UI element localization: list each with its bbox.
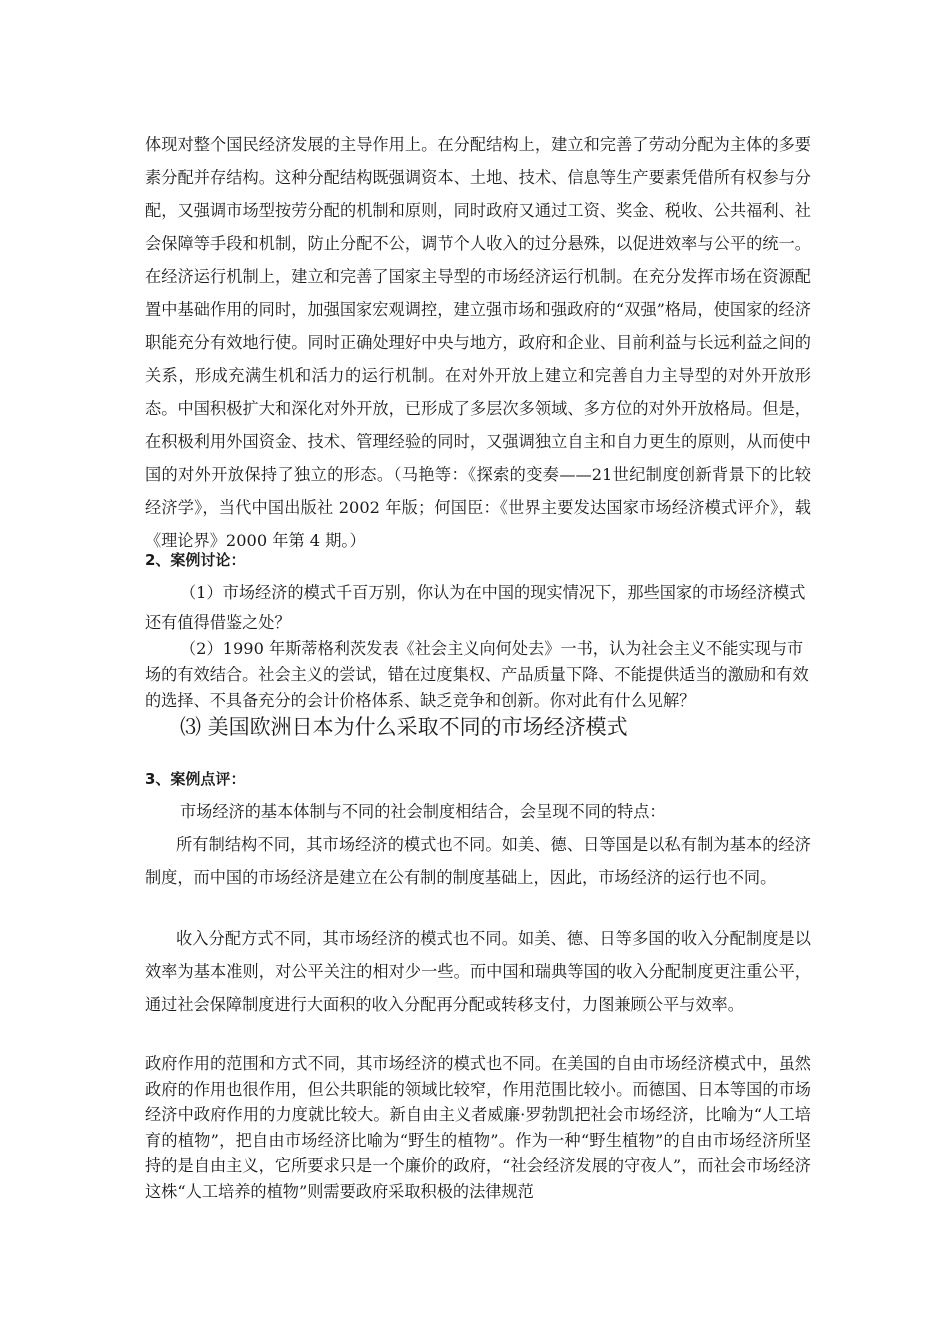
discussion-question-1: （1）市场经济的模式千百万别，你认为在中国的现实情况下，那些国家的市场经济模式还有值得借鉴之处？ xyxy=(145,583,806,632)
review-paragraph-distribution: 收入分配方式不同，其市场经济的模式也不同。如美、德、日等多国的收入分配制度是以效率为基本准则，对公平关注的相对少一些。而中国和瑞典等国的收入分配制度更注重公平，通过社会保障制度进行大面积的收入分配再分配或转移支付，力图兼顾公平与效率。 xyxy=(145,929,811,1014)
intro-paragraph: 体现对整个国民经济发展的主导作用上。在分配结构上，建立和完善了劳动分配为主体的多要素分配并存结构。这种分配结构既强调资本、土地、技术、信息等生产要素凭借所有权参与分配，又强调市场型按劳分配的机制和原则，同时政府又通过工资、奖金、税收、公共福利、社会保障等手段和机制，防止分配不公，调节个人收入的过分悬殊，以促进效率与公平的统一。在经济运行机制上，建立和完善了国家主导型的市场经济运行机制。在充分发挥市场在资源配置中基础作用的同时，加强国家宏观调控，建立强市场和强政府的“双强”格局，使国家的经济职能充分有效地行使。同时正确处理好中央与地方，政府和企业、目前利益与长远利益之间的关系，形成充满生机和活力的运行机制。在对外开放上建立和完善自力主导型的对外开放形态。中国积极扩大和深化对外开放，已形成了多层次多领域、多方位的对外开放格局。但是，在积极利用外国资金、技术、管理经验的同时，又强调独立自主和自力更生的原则，从而使中国的对外开放保持了独立的形态。（马艳等：《探索的变奏——21世纪制度创新背景下的比较经济学》，当代中国出版社 2002 年版；何国臣：《世界主要发达国家市场经济模式评介》，载《理论界》2000 年第 4 期。） xyxy=(145,135,811,550)
review-heading: 3、案例点评： xyxy=(145,770,246,788)
discussion-heading: 2、案例讨论： xyxy=(145,551,246,569)
review-lead: 市场经济的基本体制与不同的社会制度相结合，会呈现不同的特点： xyxy=(180,802,666,821)
discussion-question-3: ⑶ 美国欧洲日本为什么采取不同的市场经济模式 xyxy=(180,715,628,739)
discussion-question-2: （2）1990 年斯蒂格利茨发表《社会主义向何处去》一书，认为社会主义不能实现与市场的有效结合。社会主义的尝试，错在过度集权、产品质量下降、不能提供适当的激励和有效的选择、不具备充分的会计价格体系、缺乏竞争和创新。你对此有什么见解？ xyxy=(145,639,809,710)
review-paragraph-ownership: 所有制结构不同，其市场经济的模式也不同。如美、德、日等国是以私有制为基本的经济制度，而中国的市场经济是建立在公有制的制度基础上，因此，市场经济的运行也不同。 xyxy=(145,835,811,887)
review-paragraph-government: 政府作用的范围和方式不同，其市场经济的模式也不同。在美国的自由市场经济模式中，虽然政府的作用也很作用，但公共职能的领域比较窄，作用范围比较小。而德国、日本等国的市场经济中政府作用的力度就比较大。新自由主义者威廉·罗勃凯把社会市场经济，比喻为“人工培育的植物”，把自由市场经济比喻为“野生的植物”。作为一种“野生植物”的自由市场经济所坚持的是自由主义，它所要求只是一个廉价的政府，“社会经济发展的守夜人”，而社会市场经济这株“人工培养的植物”则需要政府采取积极的法律规范 xyxy=(145,1054,811,1201)
